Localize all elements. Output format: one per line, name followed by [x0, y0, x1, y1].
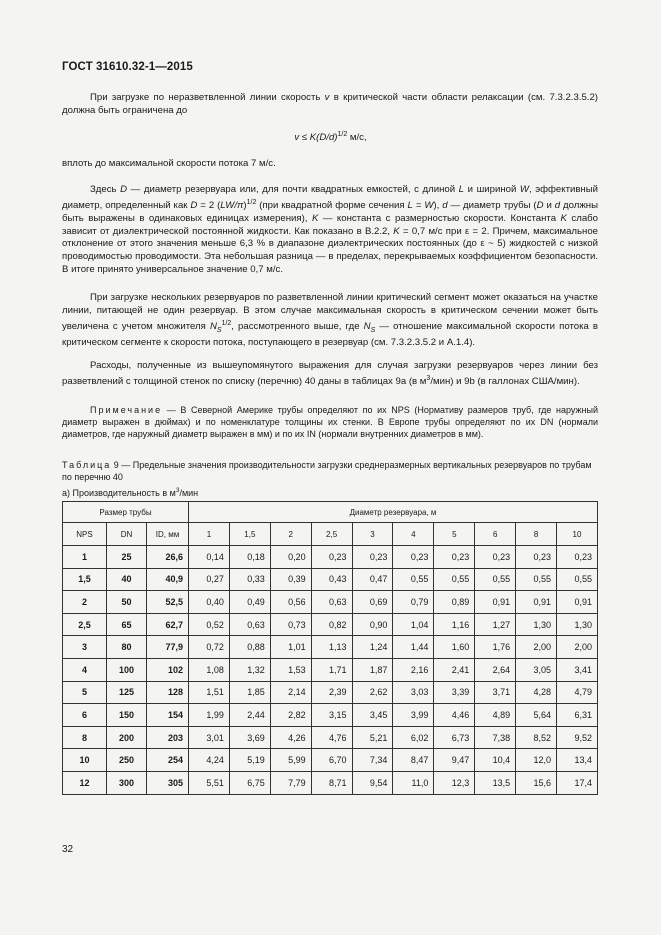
flow-value-cell: 4,89 [475, 704, 516, 727]
flow-value-cell: 5,51 [189, 771, 230, 794]
table-row [63, 704, 598, 727]
flow-value-cell: 4,28 [516, 681, 557, 704]
para4-var-N2: N [363, 320, 371, 332]
flow-value-cell: 2,41 [434, 658, 475, 681]
para3-t3: и шириной [464, 184, 520, 195]
para3-var-W2: W [424, 199, 434, 211]
flow-value-cell: 3,05 [516, 658, 557, 681]
flow-value-cell: 1,51 [189, 681, 230, 704]
flow-value-cell: 12,0 [516, 749, 557, 772]
para3-var-K3: K [393, 225, 400, 237]
flow-value-cell: 0,56 [270, 591, 311, 614]
dn-cell: 100 [107, 658, 147, 681]
flow-value-cell: 5,64 [516, 704, 557, 727]
flow-value-cell: 0,23 [434, 546, 475, 569]
diameter-column-header: 3 [352, 523, 393, 546]
flow-value-cell: 1,60 [434, 636, 475, 659]
para3-t15: = 0,7 м/с при ε = 2. Причем, максимальное отклонение от этого значения меньше 6,3 % в диапазоне диэлектрических постоянных (до ε ~ 5) жидкостей с низкой проводимостью проводимости. Эта небольшая разница — в пределах, перекрываемых коэффициентом безопасности. В итоге принято универсальное значение 0,7 м/с. [62, 225, 598, 275]
flow-value-cell: 3,99 [393, 704, 434, 727]
nps-cell: 8 [63, 726, 107, 749]
flow-value-cell: 1,87 [352, 658, 393, 681]
flow-value-cell: 0,72 [189, 636, 230, 659]
formula-lhs: v ≤ K(D/d) [294, 132, 338, 144]
paragraph-flow-rates [62, 360, 598, 389]
flow-value-cell: 1,01 [270, 636, 311, 659]
flow-value-cell: 0,91 [475, 591, 516, 614]
flow-value-cell: 3,41 [557, 658, 598, 681]
flow-value-cell: 11,0 [393, 771, 434, 794]
diameter-column-header: 5 [434, 523, 475, 546]
formula-exponent: 1/2 [337, 131, 348, 138]
flow-value-cell: 0,55 [393, 568, 434, 591]
table-row [63, 726, 598, 749]
flow-value-cell: 12,3 [434, 771, 475, 794]
flow-value-cell: 0,55 [434, 568, 475, 591]
flow-value-cell: 0,20 [270, 546, 311, 569]
flow-value-cell: 1,85 [229, 681, 270, 704]
flow-value-cell: 3,03 [393, 681, 434, 704]
para3-t5: = 2 ( [197, 199, 221, 211]
flow-value-cell: 0,40 [189, 591, 230, 614]
diameter-column-header: 4 [393, 523, 434, 546]
para3-var-W: W [519, 184, 529, 195]
id-cell: 254 [147, 749, 189, 772]
table-row [63, 591, 598, 614]
nps-cell: 1 [63, 546, 107, 569]
flow-value-cell: 2,62 [352, 681, 393, 704]
flow-value-cell: 2,64 [475, 658, 516, 681]
flow-value-cell: 15,6 [516, 771, 557, 794]
dn-cell: 25 [107, 546, 147, 569]
flow-value-cell: 1,99 [189, 704, 230, 727]
flow-value-cell: 0,49 [229, 591, 270, 614]
para4-sub-S: S [216, 326, 222, 334]
flow-value-cell: 2,00 [516, 636, 557, 659]
flow-value-cell: 13,4 [557, 749, 598, 772]
flow-value-cell: 1,24 [352, 636, 393, 659]
para4-t2: , рассмотренного выше, где [231, 320, 364, 332]
flow-value-cell: 4,79 [557, 681, 598, 704]
table-subcaption-a: а) Производительность в м [62, 488, 176, 498]
para3-var-D: D [120, 184, 128, 195]
paragraph-single-line-loading [62, 92, 598, 118]
flow-value-cell: 1,13 [311, 636, 352, 659]
para3-t1: Здесь [90, 184, 121, 195]
para4-t1: При загрузке нескольких резервуаров по разветвленной линии критический сегмент может оказаться на участке линии, питающей не один резервуар. В этом случае максимальная скорость в критическом сечении может быть увеличена с учетом множителя [62, 292, 598, 332]
flow-value-cell: 1,30 [557, 613, 598, 636]
para3-var-d2: d [554, 199, 561, 211]
note-label: Примечание [90, 405, 163, 415]
flow-value-cell: 3,71 [475, 681, 516, 704]
nps-cell: 3 [63, 636, 107, 659]
flow-value-cell: 0,33 [229, 568, 270, 591]
flow-value-cell: 7,79 [270, 771, 311, 794]
table-subcaption-b: /мин [179, 488, 199, 498]
para3-var-K: K [311, 212, 319, 224]
flow-value-cell: 4,26 [270, 726, 311, 749]
formula-unit: м/с, [347, 132, 367, 144]
tank-diameter-group-header: Диаметр резервуара, м [189, 502, 598, 523]
dn-cell: 65 [107, 613, 147, 636]
nps-cell: 6 [63, 704, 107, 727]
table-row [63, 636, 598, 659]
id-cell: 40,9 [147, 568, 189, 591]
table-row [63, 681, 598, 704]
nps-cell: 2 [63, 591, 107, 614]
table-caption-label: Таблица [62, 460, 112, 470]
para3-t2: — диаметр резервуара или, для почти квадратных емкостей, с длиной [127, 184, 459, 195]
paragraph-max-flow [62, 158, 598, 171]
diameter-column-header: 6 [475, 523, 516, 546]
para3-t14: слабо зависит от диэлектрической постоянной жидкости. Как показано в В.2.2, [62, 212, 598, 237]
para3-t10: — диаметр трубы ( [447, 199, 537, 211]
flow-value-cell: 9,52 [557, 726, 598, 749]
para4-exponent: 1/2 [221, 319, 232, 327]
para3-t8: = [412, 199, 425, 211]
flow-value-cell: 5,19 [229, 749, 270, 772]
para3-t11: и [543, 199, 555, 211]
column-header-row [63, 523, 598, 546]
para3-t13: — константа с размерностью скорости. Константа [318, 212, 561, 224]
flow-value-cell: 6,02 [393, 726, 434, 749]
flow-value-cell: 0,55 [557, 568, 598, 591]
para3-t12: должны быть выражены в одинаковых единицах измерения), [62, 199, 598, 224]
nps-cell: 5 [63, 681, 107, 704]
para1-text-a: При загрузке по неразветвленной линии скорость [90, 92, 325, 103]
para3-var-LW: LW/π [220, 199, 244, 211]
dn-cell: 125 [107, 681, 147, 704]
para3-t4: , эффективный диаметр, определенный как [62, 184, 598, 211]
nps-cell: 4 [63, 658, 107, 681]
table-row [63, 613, 598, 636]
flow-value-cell: 7,38 [475, 726, 516, 749]
para4-t3: — отношение максимальной скорости потока в критическом сегменте к скорости потока, поступающего в резервуар (см. 7.3.2.3.5.2 и А.1.4). [62, 320, 599, 349]
flow-value-cell: 0,23 [557, 546, 598, 569]
para3-t9: ), [433, 199, 443, 211]
column-header: NPS [63, 523, 107, 546]
velocity-limit-formula [0, 131, 661, 143]
paragraph-definitions [62, 184, 598, 277]
para3-var-D3: D [536, 199, 544, 211]
note-block [62, 404, 598, 440]
flow-value-cell: 0,23 [311, 546, 352, 569]
flow-value-cell: 0,23 [475, 546, 516, 569]
flow-value-cell: 3,01 [189, 726, 230, 749]
flow-value-cell: 0,55 [516, 568, 557, 591]
flow-value-cell: 1,32 [229, 658, 270, 681]
dn-cell: 40 [107, 568, 147, 591]
flow-value-cell: 0,91 [557, 591, 598, 614]
id-cell: 26,6 [147, 546, 189, 569]
dn-cell: 50 [107, 591, 147, 614]
flow-value-cell: 2,16 [393, 658, 434, 681]
flow-value-cell: 1,27 [475, 613, 516, 636]
flow-value-cell: 13,5 [475, 771, 516, 794]
flow-value-cell: 1,76 [475, 636, 516, 659]
flow-value-cell: 6,73 [434, 726, 475, 749]
diameter-column-header: 2,5 [311, 523, 352, 546]
flow-value-cell: 0,55 [475, 568, 516, 591]
para3-var-d: d [442, 199, 448, 211]
flow-value-cell: 0,88 [229, 636, 270, 659]
flow-value-cell: 0,82 [311, 613, 352, 636]
flow-value-cell: 4,24 [189, 749, 230, 772]
flow-value-cell: 0,23 [393, 546, 434, 569]
flow-value-cell: 0,90 [352, 613, 393, 636]
table-body [63, 546, 598, 795]
table-row [63, 771, 598, 794]
flow-value-cell: 1,04 [393, 613, 434, 636]
para4-var-N: N [209, 320, 217, 332]
para3-var-L2: L [407, 199, 413, 211]
table-subcaption-sup: 3 [175, 487, 180, 494]
flow-value-cell: 6,75 [229, 771, 270, 794]
flow-value-cell: 0,27 [189, 568, 230, 591]
flow-rate-table [62, 501, 598, 795]
para2-text: вплоть до максимальной скорости потока 7 м/с. [62, 158, 276, 169]
flow-value-cell: 0,18 [229, 546, 270, 569]
id-cell: 102 [147, 658, 189, 681]
flow-value-cell: 3,45 [352, 704, 393, 727]
para5-sup: 3 [426, 374, 431, 382]
diameter-column-header: 1,5 [229, 523, 270, 546]
para5-t2: /мин) и 9b (в галлонах США/мин). [430, 375, 580, 387]
flow-value-cell: 1,53 [270, 658, 311, 681]
flow-value-cell: 3,69 [229, 726, 270, 749]
id-cell: 52,5 [147, 591, 189, 614]
para1-var-v: v [324, 92, 330, 103]
flow-value-cell: 2,44 [229, 704, 270, 727]
para3-var-K2: K [560, 212, 567, 224]
para3-var-L: L [458, 184, 465, 195]
pipe-size-group-header: Размер трубы [63, 502, 189, 523]
flow-value-cell: 3,15 [311, 704, 352, 727]
para3-t7: (при квадратной форме сечения [256, 199, 408, 211]
id-cell: 77,9 [147, 636, 189, 659]
table-caption [62, 460, 602, 500]
flow-value-cell: 1,44 [393, 636, 434, 659]
diameter-column-header: 10 [557, 523, 598, 546]
column-header: DN [107, 523, 147, 546]
id-cell: 62,7 [147, 613, 189, 636]
diameter-column-header: 8 [516, 523, 557, 546]
id-cell: 203 [147, 726, 189, 749]
flow-value-cell: 1,71 [311, 658, 352, 681]
para5-t1: Расходы, полученные из вышеупомянутого выражения для случая загрузки резервуаров через линии без разветвлений с толщиной стенок по списку (перечню) 40 даны в таблицах 9а (в м [62, 360, 598, 387]
flow-value-cell: 7,34 [352, 749, 393, 772]
flow-value-cell: 0,43 [311, 568, 352, 591]
nps-cell: 1,5 [63, 568, 107, 591]
flow-value-cell: 0,79 [393, 591, 434, 614]
flow-value-cell: 4,46 [434, 704, 475, 727]
flow-value-cell: 3,39 [434, 681, 475, 704]
dn-cell: 200 [107, 726, 147, 749]
flow-value-cell: 0,47 [352, 568, 393, 591]
flow-value-cell: 0,39 [270, 568, 311, 591]
para3-exponent: 1/2 [246, 198, 257, 206]
flow-value-cell: 1,30 [516, 613, 557, 636]
dn-cell: 300 [107, 771, 147, 794]
flow-value-cell: 0,63 [229, 613, 270, 636]
flow-value-cell: 0,73 [270, 613, 311, 636]
flow-value-cell: 0,23 [516, 546, 557, 569]
flow-value-cell: 0,14 [189, 546, 230, 569]
nps-cell: 12 [63, 771, 107, 794]
id-cell: 154 [147, 704, 189, 727]
flow-value-cell: 0,89 [434, 591, 475, 614]
dn-cell: 150 [107, 704, 147, 727]
table-row [63, 749, 598, 772]
flow-value-cell: 2,39 [311, 681, 352, 704]
flow-value-cell: 8,52 [516, 726, 557, 749]
para4-sub-S2: S [370, 326, 376, 334]
flow-value-cell: 0,23 [352, 546, 393, 569]
column-header: ID, мм [147, 523, 189, 546]
flow-value-cell: 1,16 [434, 613, 475, 636]
flow-value-cell: 8,71 [311, 771, 352, 794]
note-text: — В Северной Америке трубы определяют по их NPS (Нормативу размеров труб, где наружный диаметр выражен в дюймах) и по номенклатуре толщины их стенки. В Европе трубы определяют по их DN (нормали диаметров, где наружный диаметр выражен в мм) и по их IN (нормали внутренних диаметров в мм). [62, 405, 598, 439]
flow-value-cell: 8,47 [393, 749, 434, 772]
para3-t6: ) [243, 199, 247, 211]
table-row [63, 568, 598, 591]
flow-value-cell: 10,4 [475, 749, 516, 772]
document-code-header: ГОСТ 31610.32-1—2015 [62, 61, 193, 73]
flow-value-cell: 2,00 [557, 636, 598, 659]
flow-value-cell: 1,08 [189, 658, 230, 681]
flow-value-cell: 0,69 [352, 591, 393, 614]
diameter-column-header: 1 [189, 523, 230, 546]
flow-value-cell: 0,52 [189, 613, 230, 636]
para1-text-b: в критической части области релаксации (см. 7.3.2.3.5.2) должна быть ограничена до [62, 92, 598, 116]
nps-cell: 2,5 [63, 613, 107, 636]
table-caption-text: 9 — Предельные значения производительности загрузки среднеразмерных вертикальных резервуаров по трубам по перечню 40 [62, 460, 592, 482]
flow-value-cell: 0,91 [516, 591, 557, 614]
nps-cell: 10 [63, 749, 107, 772]
paragraph-branched-line [62, 292, 598, 350]
flow-value-cell: 17,4 [557, 771, 598, 794]
diameter-column-header: 2 [270, 523, 311, 546]
flow-value-cell: 4,76 [311, 726, 352, 749]
table-row [63, 546, 598, 569]
flow-value-cell: 9,47 [434, 749, 475, 772]
id-cell: 305 [147, 771, 189, 794]
flow-value-cell: 2,82 [270, 704, 311, 727]
flow-value-cell: 0,63 [311, 591, 352, 614]
table-subcaption [62, 485, 602, 500]
flow-value-cell: 5,99 [270, 749, 311, 772]
flow-value-cell: 2,14 [270, 681, 311, 704]
dn-cell: 80 [107, 636, 147, 659]
dn-cell: 250 [107, 749, 147, 772]
table-row [63, 658, 598, 681]
flow-value-cell: 6,31 [557, 704, 598, 727]
page-number: 32 [62, 844, 74, 855]
flow-value-cell: 5,21 [352, 726, 393, 749]
id-cell: 128 [147, 681, 189, 704]
flow-value-cell: 9,54 [352, 771, 393, 794]
flow-value-cell: 6,70 [311, 749, 352, 772]
para3-var-D2: D [190, 199, 198, 211]
